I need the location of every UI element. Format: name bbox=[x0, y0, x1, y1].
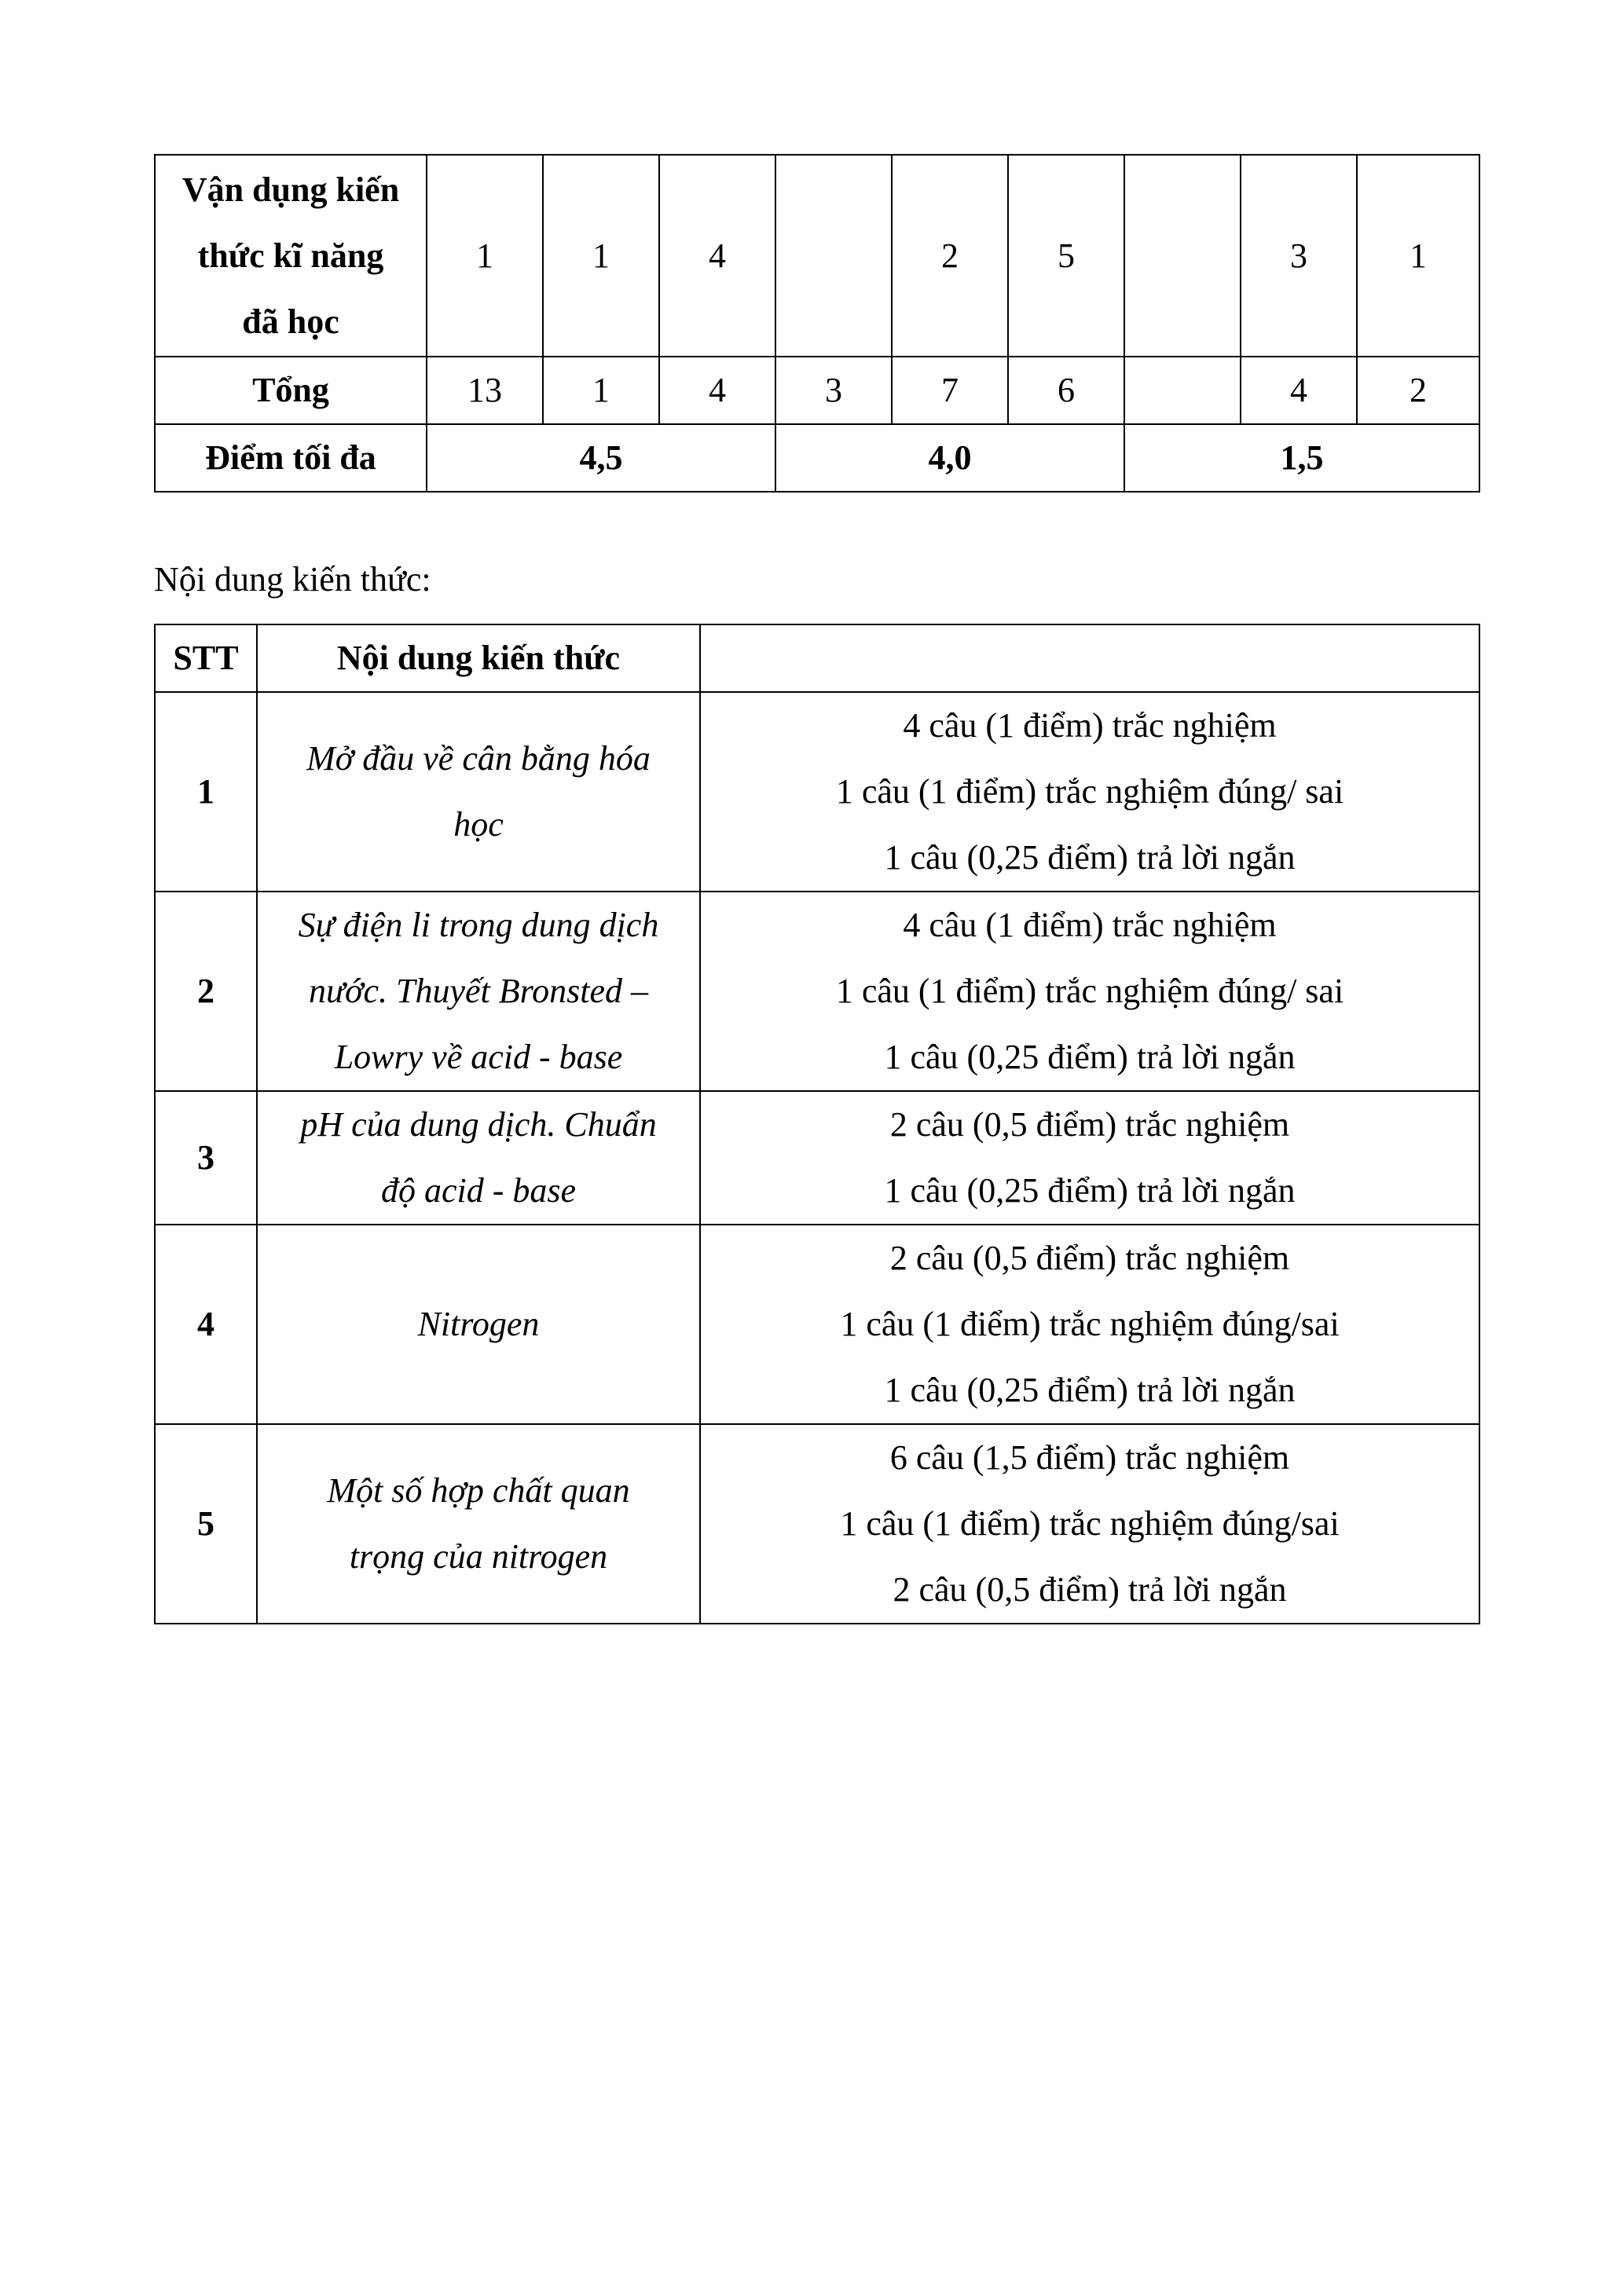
row-topic bbox=[257, 692, 700, 892]
topic-line: Lowry về acid - base bbox=[334, 1038, 623, 1076]
item-line: 1 câu (1 điểm) trắc nghiệm đúng/ sai bbox=[835, 972, 1344, 1010]
cell-value: 7 bbox=[892, 357, 1008, 424]
content-table bbox=[154, 624, 1480, 1624]
topic-line: pH của dung dịch. Chuẩn bbox=[300, 1105, 657, 1144]
item-line: 4 câu (1 điểm) trắc nghiệm bbox=[903, 906, 1277, 944]
item-line: 4 câu (1 điểm) trắc nghiệm bbox=[903, 706, 1277, 745]
item-line: 1 câu (0,25 điểm) trả lời ngắn bbox=[884, 1171, 1296, 1210]
cell-value: 1 bbox=[427, 155, 543, 357]
item-line: 1 câu (0,25 điểm) trả lời ngắn bbox=[884, 1038, 1296, 1076]
item-line: 1 câu (0,25 điểm) trả lời ngắn bbox=[884, 1371, 1296, 1409]
cell-value: 1 bbox=[543, 357, 659, 424]
item-line: 6 câu (1,5 điểm) trắc nghiệm bbox=[889, 1438, 1290, 1477]
row-stt: 1 bbox=[155, 692, 257, 892]
topic-line: Mở đầu về cân bằng hóa bbox=[306, 739, 651, 778]
cell-value: 5 bbox=[1008, 155, 1124, 357]
cell-value: 3 bbox=[1241, 155, 1357, 357]
item-line: 1 câu (1 điểm) trắc nghiệm đúng/ sai bbox=[835, 772, 1344, 811]
topic-line: Sự điện li trong dung dịch bbox=[298, 906, 659, 944]
topic-line: học bbox=[453, 805, 504, 844]
cell-value bbox=[1124, 357, 1241, 424]
row-items bbox=[700, 892, 1479, 1091]
row-stt: 3 bbox=[155, 1091, 257, 1225]
section-label: Nội dung kiến thức: bbox=[154, 560, 431, 599]
row-label: Điểm tối đa bbox=[155, 424, 427, 492]
summary-row-max-score bbox=[155, 424, 1479, 492]
content-row bbox=[155, 1424, 1479, 1624]
row-topic bbox=[257, 1424, 700, 1624]
max-score-value: 4,0 bbox=[775, 424, 1124, 492]
row-topic bbox=[257, 1091, 700, 1225]
topic-line: trọng của nitrogen bbox=[349, 1537, 608, 1576]
cell-value: 6 bbox=[1008, 357, 1124, 424]
max-score-value: 1,5 bbox=[1124, 424, 1479, 492]
summary-table bbox=[154, 154, 1480, 493]
item-line: 1 câu (0,25 điểm) trả lời ngắn bbox=[884, 838, 1296, 877]
cell-value: 4 bbox=[659, 357, 775, 424]
label-line: Vận dụng kiến bbox=[181, 170, 400, 209]
topic-line: nước. Thuyết Bronsted – bbox=[308, 972, 648, 1010]
cell-value: 3 bbox=[775, 357, 892, 424]
item-line: 1 câu (1 điểm) trắc nghiệm đúng/sai bbox=[840, 1504, 1340, 1543]
cell-value: 1 bbox=[543, 155, 659, 357]
label-line: thức kĩ năng bbox=[197, 236, 384, 275]
row-items bbox=[700, 692, 1479, 892]
topic-line: Nitrogen bbox=[417, 1305, 540, 1343]
item-line: 2 câu (0,5 điểm) trắc nghiệm bbox=[889, 1239, 1290, 1277]
item-line: 2 câu (0,5 điểm) trắc nghiệm bbox=[889, 1105, 1290, 1144]
row-topic bbox=[257, 1225, 700, 1424]
row-stt: 2 bbox=[155, 892, 257, 1091]
topic-line: Một số hợp chất quan bbox=[327, 1471, 630, 1510]
cell-value: 1 bbox=[1357, 155, 1479, 357]
cell-value: 4 bbox=[1241, 357, 1357, 424]
header-content: Nội dung kiến thức bbox=[257, 624, 700, 692]
content-table-header bbox=[155, 624, 1479, 692]
summary-row-total bbox=[155, 357, 1479, 424]
cell-value: 4 bbox=[659, 155, 775, 357]
content-row bbox=[155, 692, 1479, 892]
header-detail bbox=[700, 624, 1479, 692]
topic-line: độ acid - base bbox=[380, 1171, 577, 1210]
row-items bbox=[700, 1225, 1479, 1424]
cell-value: 2 bbox=[892, 155, 1008, 357]
item-line: 2 câu (0,5 điểm) trả lời ngắn bbox=[893, 1570, 1287, 1609]
content-row bbox=[155, 892, 1479, 1091]
row-items bbox=[700, 1091, 1479, 1225]
row-items bbox=[700, 1424, 1479, 1624]
content-row bbox=[155, 1225, 1479, 1424]
cell-value: 13 bbox=[427, 357, 543, 424]
header-stt: STT bbox=[155, 624, 257, 692]
label-line: đã học bbox=[242, 302, 339, 341]
cell-value bbox=[775, 155, 892, 357]
max-score-value: 4,5 bbox=[427, 424, 775, 492]
item-line: 1 câu (1 điểm) trắc nghiệm đúng/sai bbox=[840, 1305, 1340, 1343]
row-topic bbox=[257, 892, 700, 1091]
cell-value bbox=[1124, 155, 1241, 357]
cell-value: 2 bbox=[1357, 357, 1479, 424]
summary-row-apply bbox=[155, 155, 1479, 357]
row-label bbox=[155, 155, 427, 357]
row-stt: 5 bbox=[155, 1424, 257, 1624]
row-stt: 4 bbox=[155, 1225, 257, 1424]
content-row bbox=[155, 1091, 1479, 1225]
row-label: Tổng bbox=[155, 357, 427, 424]
